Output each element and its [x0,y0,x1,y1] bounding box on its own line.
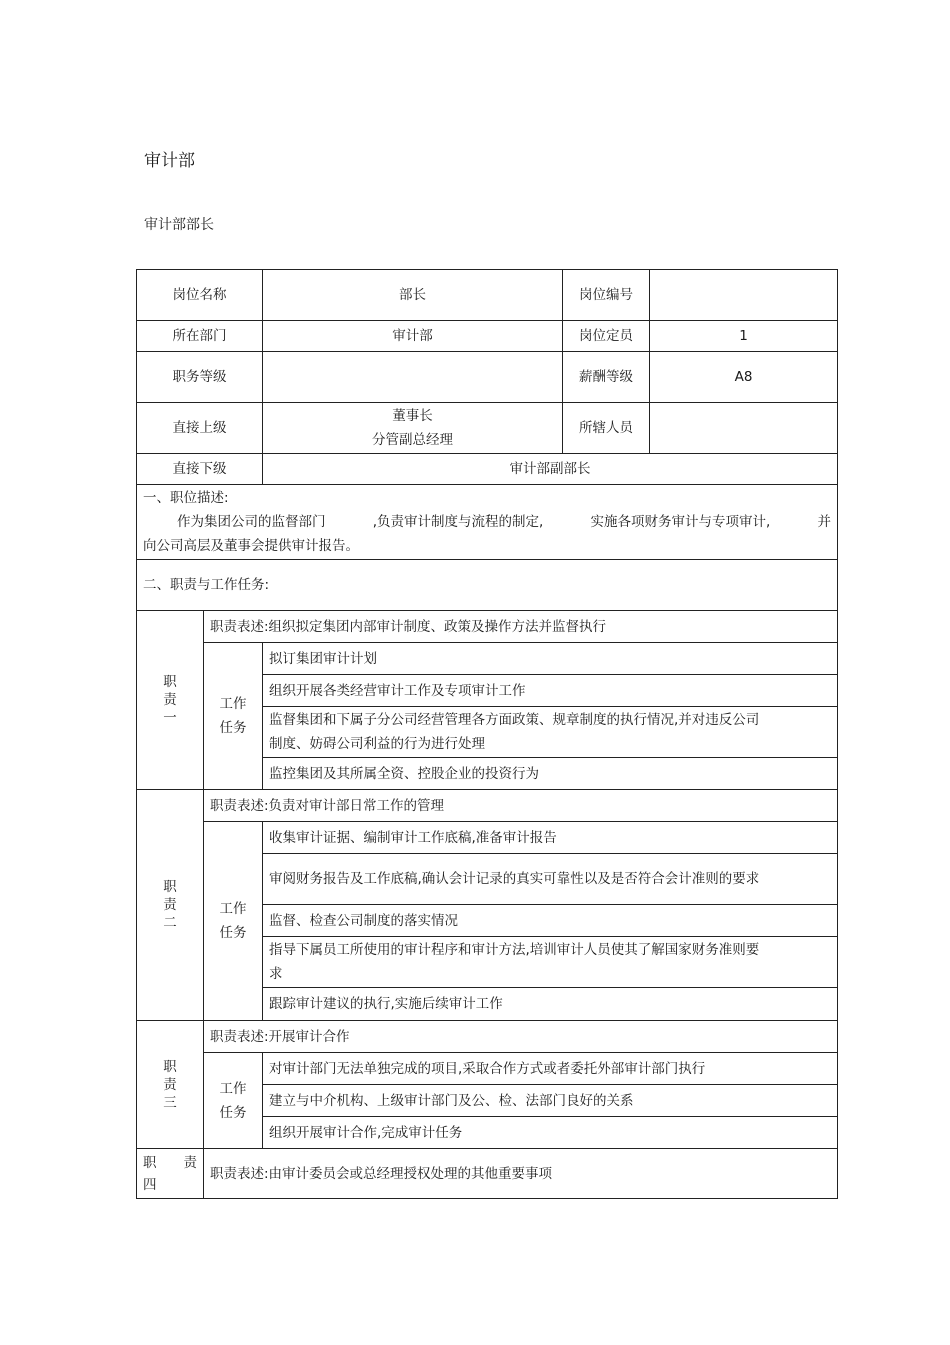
description-cell [137,485,838,560]
duty-2-label-char-2: 责 [163,897,177,913]
superior-label: 直接上级 [137,403,263,454]
duty-1-label [137,611,204,790]
duty-3-task-3: 组织开展审计合作,完成审计任务 [263,1117,838,1149]
row-rank [137,352,838,403]
duty-1-task-1: 拟订集团审计计划 [263,643,838,675]
duty-1-label-char-3: 一 [163,710,177,726]
subordinate-label: 直接下级 [137,454,263,485]
description-part-2: ,负责审计制度与流程的制定, [372,514,544,530]
duty-1-task-label-2: 任务 [219,720,247,736]
duty-4-statement: 职责表述:由审计委员会或总经理授权处理的其他重要事项 [204,1149,838,1199]
salary-value: A8 [650,352,838,403]
superior-value [263,403,563,454]
duty-1-statement-row [137,611,838,643]
duty-2-task-3: 监督、检查公司制度的落实情况 [263,905,838,937]
duty-1-statement: 职责表述:组织拟定集团内部审计制度、政策及操作方法并监督执行 [204,611,838,643]
description-line-1 [143,510,831,534]
section-title: 审计部部长 [144,217,214,233]
duty-4-label-char-2: 责 [183,1154,197,1171]
headcount-value: 1 [650,321,838,352]
row-dept [137,321,838,352]
duty-4-label [137,1149,204,1199]
headcount-label: 岗位定员 [563,321,650,352]
duty-4-label-char-3: 四 [143,1176,157,1193]
duty-1-label-char-2: 责 [163,692,177,708]
duty-2-task-label [204,822,263,1021]
duty-3-label-char-2: 责 [163,1076,177,1093]
duty-1-task-3 [263,707,838,758]
duty-2-task-1: 收集审计证据、编制审计工作底稿,准备审计报告 [263,822,838,854]
duty-2-task-2-text: 审阅财务报告及工作底稿,确认会计记录的真实可靠性以及是否符合会计准则的要求 [269,871,760,887]
duty-2-label-char-3: 二 [163,915,177,931]
post-no-label: 岗位编号 [563,270,650,321]
description-part-1: 作为集团公司的监督部门 [177,514,326,530]
rank-value [263,352,563,403]
duty-4-label-char-1: 职 [143,1154,157,1171]
duty-2-task-5: 跟踪审计建议的执行,实施后续审计工作 [263,988,838,1021]
row-description [137,485,838,560]
duty-1-task-label [204,643,263,790]
post-no-value [650,270,838,321]
description-heading: 一、职位描述: [143,490,229,506]
row-post-name [137,270,838,321]
duty-4-row [137,1149,838,1199]
duty-3-task-label-2: 任务 [219,1104,247,1121]
duty-3-label-char-1: 职 [163,1058,177,1075]
duty-2-task-label-1: 工作 [219,901,247,917]
staff-value [650,403,838,454]
duty-1-task-2: 组织开展各类经营审计工作及专项审计工作 [263,675,838,707]
duty-2-statement-row [137,790,838,822]
duty-3-task-label [204,1053,263,1149]
duty-1-task-label-1: 工作 [219,696,247,712]
superior-value-2: 分管副总经理 [372,432,453,448]
salary-label: 薪酬等级 [563,352,650,403]
duty-3-task-row [137,1053,838,1085]
duty-2-task-label-2: 任务 [219,925,247,941]
duty-2-task-4 [263,937,838,988]
superior-value-1: 董事长 [392,408,433,424]
description-part-4: 并 [817,514,831,530]
duty-1-task-3-text: 监督集团和下属子分公司经营管理各方面政策、规章制度的执行情况,并对违反公司制度、妨碍公司利益的行为进行处理 [269,712,760,752]
row-duties-heading [137,560,838,611]
duty-2-statement: 职责表述:负责对审计部日常工作的管理 [204,790,838,822]
duty-3-statement: 职责表述:开展审计合作 [204,1021,838,1053]
duty-3-task-1: 对审计部门无法单独完成的项目,采取合作方式或者委托外部审计部门执行 [263,1053,838,1085]
duty-2-label [137,790,204,1021]
duty-2-task-4-text: 指导下属员工所使用的审计程序和审计方法,培训审计人员使其了解国家财务准则要求 [269,942,760,982]
duty-3-task-label-1: 工作 [219,1080,247,1097]
duties-heading: 二、职责与工作任务: [137,560,838,611]
duty-3-statement-row [137,1021,838,1053]
page-title: 审计部 [144,151,195,171]
post-name-label: 岗位名称 [137,270,263,321]
post-name-value: 部长 [263,270,563,321]
staff-label: 所辖人员 [563,403,650,454]
row-subordinate [137,454,838,485]
dept-label: 所在部门 [137,321,263,352]
duty-1-task-row [137,643,838,675]
duty-1-label-char-1: 职 [163,674,177,690]
duty-3-label-char-3: 三 [163,1094,177,1111]
description-line-2: 向公司高层及董事会提供审计报告。 [143,538,359,554]
duty-1-task-4: 监控集团及其所属全资、控股企业的投资行为 [263,758,838,790]
dept-value: 审计部 [263,321,563,352]
duty-2-task-row [137,822,838,854]
rank-label: 职务等级 [137,352,263,403]
description-part-3: 实施各项财务审计与专项审计, [590,514,771,530]
row-superior [137,403,838,454]
subordinate-value: 审计部副部长 [263,454,838,485]
job-description-table [136,269,838,1199]
duty-3-label [137,1021,204,1149]
duty-2-task-2 [263,854,838,905]
duty-2-label-char-1: 职 [163,879,177,895]
duty-3-task-2: 建立与中介机构、上级审计部门及公、检、法部门良好的关系 [263,1085,838,1117]
